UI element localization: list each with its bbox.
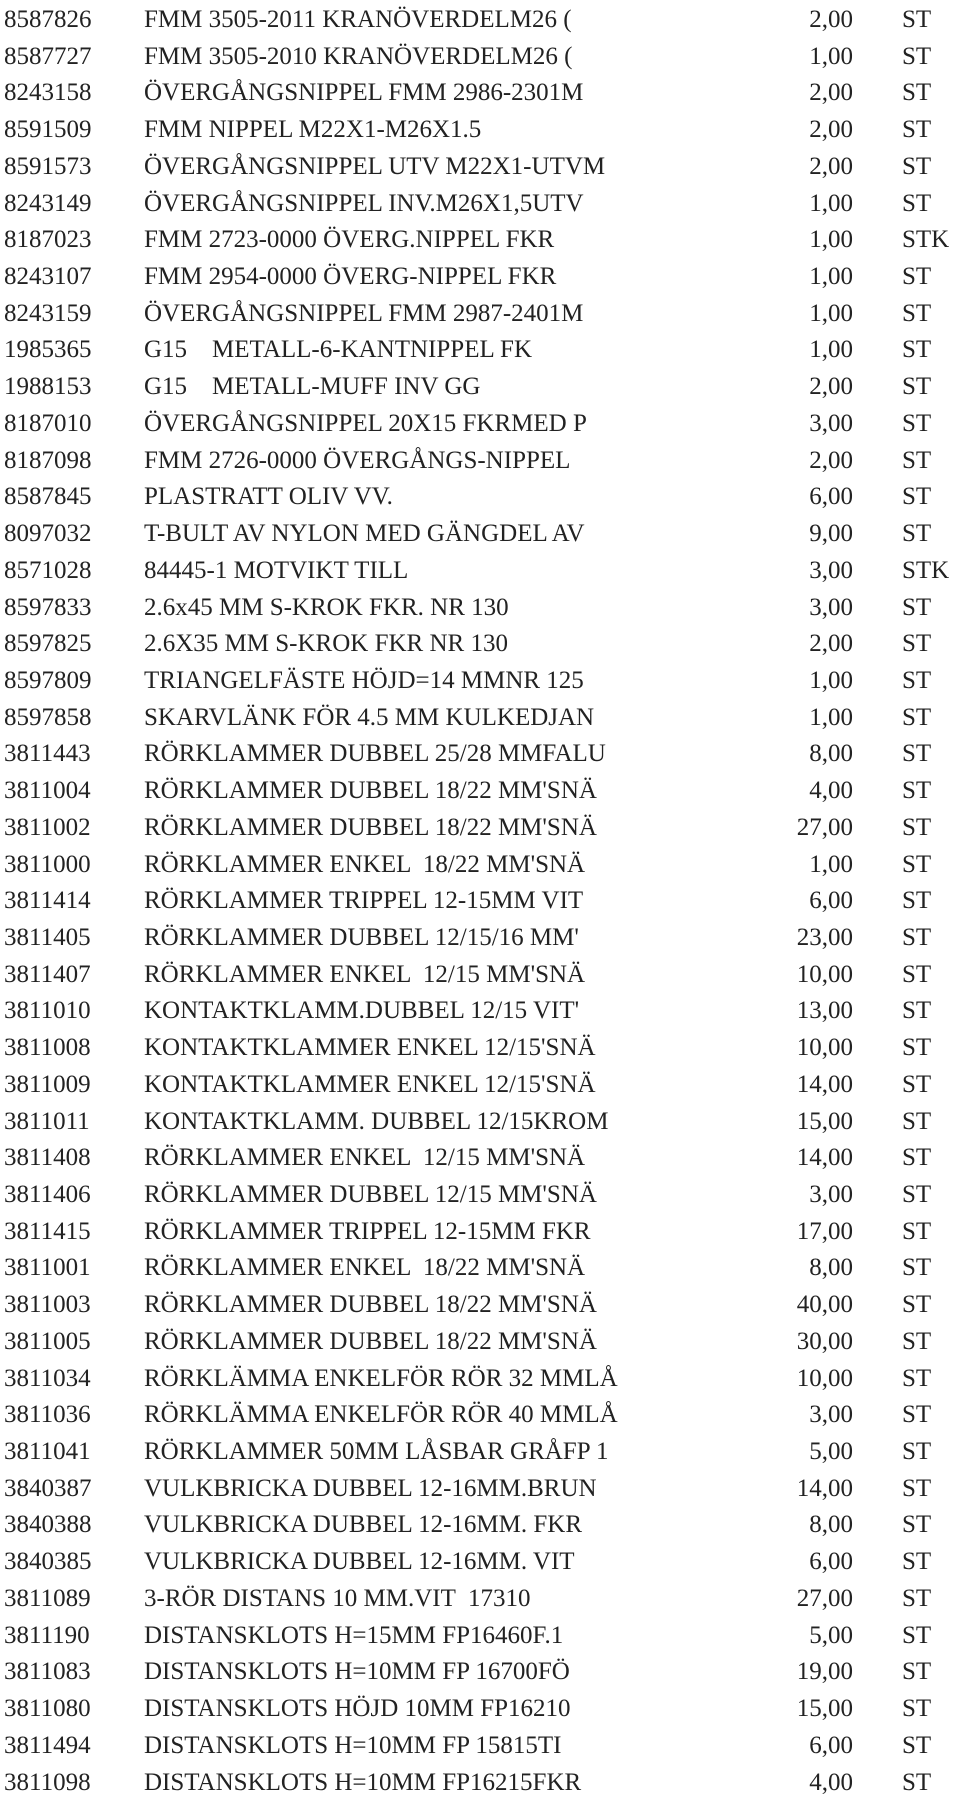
list-item: [0, 1652, 960, 1689]
item-unit: ST: [902, 1768, 931, 1798]
item-unit: ST: [902, 189, 931, 219]
list-item: [0, 147, 960, 184]
list-item: [0, 734, 960, 771]
item-unit: ST: [902, 1217, 931, 1247]
item-code: 3840385: [4, 1547, 92, 1577]
item-code: 8587727: [4, 42, 92, 72]
item-unit: ST: [902, 850, 931, 880]
item-unit: ST: [902, 409, 931, 439]
list-item: [0, 73, 960, 110]
item-description: FMM NIPPEL M22X1-M26X1.5: [144, 115, 481, 145]
item-unit: ST: [902, 776, 931, 806]
item-description: T-BULT AV NYLON MED GÄNGDEL AV: [144, 519, 585, 549]
item-code: 3811009: [4, 1070, 91, 1100]
item-code: 3811089: [4, 1584, 91, 1614]
item-quantity: 30,00: [797, 1327, 853, 1357]
list-item: [0, 1505, 960, 1542]
item-unit: ST: [902, 519, 931, 549]
item-quantity: 3,00: [809, 556, 853, 586]
item-unit: STK: [902, 225, 949, 255]
item-unit: ST: [902, 1107, 931, 1137]
list-item: [0, 881, 960, 918]
item-quantity: 2,00: [809, 446, 853, 476]
item-quantity: 8,00: [809, 1253, 853, 1283]
item-code: 3811011: [4, 1107, 90, 1137]
item-code: 8243107: [4, 262, 92, 292]
item-code: 3811008: [4, 1033, 91, 1063]
item-description: RÖRKLAMMER DUBBEL 12/15 MM'SNÄ: [144, 1180, 597, 1210]
list-item: [0, 184, 960, 221]
item-description: RÖRKLAMMER 50MM LÅSBAR GRÅFP 1: [144, 1437, 608, 1467]
list-item: [0, 551, 960, 588]
item-description: RÖRKLAMMER ENKEL 18/22 MM'SNÄ: [144, 850, 585, 880]
item-code: 8591573: [4, 152, 92, 182]
item-description: 2.6x45 MM S-KROK FKR. NR 130: [144, 593, 509, 623]
item-description: RÖRKLÄMMA ENKELFÖR RÖR 32 MMLÅ: [144, 1364, 618, 1394]
item-quantity: 10,00: [797, 960, 853, 990]
item-quantity: 9,00: [809, 519, 853, 549]
list-item: [0, 110, 960, 147]
item-code: 3811408: [4, 1143, 91, 1173]
item-quantity: 3,00: [809, 409, 853, 439]
item-description: DISTANSKLOTS HÖJD 10MM FP16210: [144, 1694, 571, 1724]
item-code: 3840387: [4, 1474, 92, 1504]
item-code: 3811415: [4, 1217, 91, 1247]
item-code: 3811083: [4, 1657, 91, 1687]
item-code: 3811405: [4, 923, 91, 953]
list-item: [0, 1138, 960, 1175]
list-item: [0, 404, 960, 441]
list-item: [0, 1248, 960, 1285]
item-quantity: 1,00: [809, 189, 853, 219]
item-description: RÖRKLAMMER ENKEL 12/15 MM'SNÄ: [144, 960, 585, 990]
list-item: [0, 1395, 960, 1432]
item-description: DISTANSKLOTS H=10MM FP 16700FÖ: [144, 1657, 570, 1687]
item-quantity: 1,00: [809, 42, 853, 72]
item-code: 3811001: [4, 1253, 91, 1283]
list-item: [0, 257, 960, 294]
list-item: [0, 294, 960, 331]
list-item: [0, 1322, 960, 1359]
item-code: 3811010: [4, 996, 91, 1026]
item-description: FMM 2723-0000 ÖVERG.NIPPEL FKR: [144, 225, 554, 255]
item-quantity: 1,00: [809, 666, 853, 696]
item-unit: ST: [902, 482, 931, 512]
item-description: VULKBRICKA DUBBEL 12-16MM. FKR: [144, 1510, 582, 1540]
item-code: 8187023: [4, 225, 92, 255]
item-description: RÖRKLAMMER DUBBEL 25/28 MMFALU: [144, 739, 606, 769]
list-item: [0, 771, 960, 808]
list-item: [0, 808, 960, 845]
list-item: [0, 661, 960, 698]
item-quantity: 23,00: [797, 923, 853, 953]
item-unit: ST: [902, 960, 931, 990]
item-quantity: 1,00: [809, 335, 853, 365]
item-unit: ST: [902, 262, 931, 292]
item-code: 8597825: [4, 629, 92, 659]
item-code: 3811041: [4, 1437, 91, 1467]
item-code: 8243158: [4, 78, 92, 108]
item-description: ÖVERGÅNGSNIPPEL FMM 2987-2401M: [144, 299, 583, 329]
list-item: [0, 1726, 960, 1763]
list-item: [0, 918, 960, 955]
item-code: 8187010: [4, 409, 92, 439]
item-code: 3811003: [4, 1290, 91, 1320]
item-unit: ST: [902, 78, 931, 108]
item-unit: ST: [902, 593, 931, 623]
list-item: [0, 845, 960, 882]
item-quantity: 6,00: [809, 1731, 853, 1761]
item-unit: ST: [902, 1694, 931, 1724]
item-quantity: 6,00: [809, 886, 853, 916]
item-code: 8243159: [4, 299, 92, 329]
item-description: DISTANSKLOTS H=15MM FP16460F.1: [144, 1621, 563, 1651]
list-item: [0, 588, 960, 625]
item-quantity: 1,00: [809, 850, 853, 880]
item-code: 3811190: [4, 1621, 90, 1651]
item-quantity: 1,00: [809, 262, 853, 292]
list-item: [0, 1579, 960, 1616]
item-quantity: 2,00: [809, 629, 853, 659]
item-code: 3840388: [4, 1510, 92, 1540]
item-unit: ST: [902, 42, 931, 72]
item-code: 8097032: [4, 519, 92, 549]
list-item: [0, 1616, 960, 1653]
item-description: SKARVLÄNK FÖR 4.5 MM KULKEDJAN: [144, 703, 594, 733]
item-quantity: 15,00: [797, 1694, 853, 1724]
list-item: [0, 624, 960, 661]
item-code: 3811414: [4, 886, 91, 916]
item-unit: ST: [902, 996, 931, 1026]
item-quantity: 17,00: [797, 1217, 853, 1247]
item-unit: ST: [902, 1364, 931, 1394]
item-description: RÖRKLAMMER DUBBEL 18/22 MM'SNÄ: [144, 1290, 597, 1320]
item-unit: ST: [902, 1621, 931, 1651]
item-code: 8597858: [4, 703, 92, 733]
list-item: [0, 991, 960, 1028]
item-unit: ST: [902, 1253, 931, 1283]
item-code: 3811443: [4, 739, 91, 769]
item-description: KONTAKTKLAMMER ENKEL 12/15'SNÄ: [144, 1070, 596, 1100]
item-description: VULKBRICKA DUBBEL 12-16MM. VIT: [144, 1547, 575, 1577]
item-description: G15 METALL-6-KANTNIPPEL FK: [144, 335, 532, 365]
item-code: 3811407: [4, 960, 91, 990]
item-quantity: 8,00: [809, 739, 853, 769]
item-description: ÖVERGÅNGSNIPPEL 20X15 FKRMED P: [144, 409, 587, 439]
item-unit: ST: [902, 1474, 931, 1504]
item-quantity: 3,00: [809, 593, 853, 623]
item-description: ÖVERGÅNGSNIPPEL INV.M26X1,5UTV: [144, 189, 584, 219]
list-item: [0, 330, 960, 367]
item-description: DISTANSKLOTS H=10MM FP16215FKR: [144, 1768, 581, 1798]
item-description: RÖRKLAMMER TRIPPEL 12-15MM VIT: [144, 886, 583, 916]
list-item: [0, 1175, 960, 1212]
item-quantity: 1,00: [809, 225, 853, 255]
list-item: [0, 1028, 960, 1065]
item-unit: ST: [902, 335, 931, 365]
item-code: 3811494: [4, 1731, 91, 1761]
item-description: DISTANSKLOTS H=10MM FP 15815TI: [144, 1731, 561, 1761]
item-unit: ST: [902, 1437, 931, 1467]
item-quantity: 2,00: [809, 78, 853, 108]
item-code: 8243149: [4, 189, 92, 219]
item-quantity: 5,00: [809, 1437, 853, 1467]
item-unit: ST: [902, 703, 931, 733]
list-item: [0, 1065, 960, 1102]
item-unit: ST: [902, 446, 931, 476]
list-item: [0, 1432, 960, 1469]
list-item: [0, 955, 960, 992]
item-unit: ST: [902, 1327, 931, 1357]
item-description: 84445-1 MOTVIKT TILL: [144, 556, 408, 586]
item-quantity: 27,00: [797, 813, 853, 843]
item-unit: ST: [902, 813, 931, 843]
item-description: KONTAKTKLAMM. DUBBEL 12/15KROM: [144, 1107, 608, 1137]
item-unit: ST: [902, 152, 931, 182]
item-description: FMM 3505-2011 KRANÖVERDELM26 (: [144, 5, 572, 35]
list-item: [0, 477, 960, 514]
item-description: RÖRKLAMMER DUBBEL 18/22 MM'SNÄ: [144, 813, 597, 843]
item-unit: ST: [902, 1033, 931, 1063]
item-quantity: 14,00: [797, 1070, 853, 1100]
list-item: [0, 37, 960, 74]
list-item: [0, 441, 960, 478]
item-unit: ST: [902, 1070, 931, 1100]
list-item: [0, 367, 960, 404]
item-description: 2.6X35 MM S-KROK FKR NR 130: [144, 629, 508, 659]
item-unit: ST: [902, 739, 931, 769]
item-quantity: 6,00: [809, 482, 853, 512]
item-quantity: 3,00: [809, 1400, 853, 1430]
item-quantity: 2,00: [809, 5, 853, 35]
item-unit: ST: [902, 1290, 931, 1320]
item-quantity: 14,00: [797, 1143, 853, 1173]
item-unit: ST: [902, 1143, 931, 1173]
list-item: [0, 698, 960, 735]
item-quantity: 13,00: [797, 996, 853, 1026]
item-quantity: 10,00: [797, 1364, 853, 1394]
item-description: FMM 3505-2010 KRANÖVERDELM26 (: [144, 42, 572, 72]
item-code: 8571028: [4, 556, 92, 586]
item-description: G15 METALL-MUFF INV GG: [144, 372, 480, 402]
item-description: FMM 2726-0000 ÖVERGÅNGS-NIPPEL: [144, 446, 570, 476]
item-quantity: 27,00: [797, 1584, 853, 1614]
item-unit: ST: [902, 1584, 931, 1614]
item-unit: ST: [902, 923, 931, 953]
item-code: 3811004: [4, 776, 91, 806]
item-description: FMM 2954-0000 ÖVERG-NIPPEL FKR: [144, 262, 556, 292]
item-unit: ST: [902, 1400, 931, 1430]
item-code: 8187098: [4, 446, 92, 476]
item-description: RÖRKLAMMER DUBBEL 18/22 MM'SNÄ: [144, 776, 597, 806]
item-code: 8587826: [4, 5, 92, 35]
list-item: [0, 1469, 960, 1506]
item-code: 3811005: [4, 1327, 91, 1357]
list-item: [0, 1212, 960, 1249]
item-quantity: 10,00: [797, 1033, 853, 1063]
item-description: RÖRKLAMMER ENKEL 18/22 MM'SNÄ: [144, 1253, 585, 1283]
item-quantity: 2,00: [809, 115, 853, 145]
item-code: 3811098: [4, 1768, 91, 1798]
item-unit: ST: [902, 1731, 931, 1761]
item-unit: ST: [902, 886, 931, 916]
item-unit: ST: [902, 299, 931, 329]
item-unit: ST: [902, 1657, 931, 1687]
item-description: KONTAKTKLAMM.DUBBEL 12/15 VIT': [144, 996, 579, 1026]
item-quantity: 1,00: [809, 703, 853, 733]
item-description: KONTAKTKLAMMER ENKEL 12/15'SNÄ: [144, 1033, 596, 1063]
item-code: 8591509: [4, 115, 92, 145]
item-code: 1985365: [4, 335, 92, 365]
item-unit: ST: [902, 5, 931, 35]
item-description: RÖRKLAMMER DUBBEL 12/15/16 MM': [144, 923, 579, 953]
item-description: RÖRKLÄMMA ENKELFÖR RÖR 40 MMLÅ: [144, 1400, 618, 1430]
item-description: VULKBRICKA DUBBEL 12-16MM.BRUN: [144, 1474, 597, 1504]
item-description: ÖVERGÅNGSNIPPEL UTV M22X1-UTVM: [144, 152, 605, 182]
item-quantity: 14,00: [797, 1474, 853, 1504]
item-code: 8597833: [4, 593, 92, 623]
list-item: [0, 0, 960, 37]
item-code: 8587845: [4, 482, 92, 512]
list-item: [0, 514, 960, 551]
item-unit: ST: [902, 115, 931, 145]
item-code: 3811406: [4, 1180, 91, 1210]
item-quantity: 4,00: [809, 1768, 853, 1798]
list-item: [0, 1689, 960, 1726]
item-quantity: 5,00: [809, 1621, 853, 1651]
item-description: ÖVERGÅNGSNIPPEL FMM 2986-2301M: [144, 78, 583, 108]
list-item: [0, 1102, 960, 1139]
item-unit: ST: [902, 629, 931, 659]
item-quantity: 15,00: [797, 1107, 853, 1137]
item-quantity: 2,00: [809, 372, 853, 402]
list-item: [0, 1763, 960, 1799]
item-description: 3-RÖR DISTANS 10 MM.VIT 17310: [144, 1584, 530, 1614]
item-description: RÖRKLAMMER DUBBEL 18/22 MM'SNÄ: [144, 1327, 597, 1357]
list-item: [0, 220, 960, 257]
item-code: 1988153: [4, 372, 92, 402]
item-unit: ST: [902, 1180, 931, 1210]
item-quantity: 40,00: [797, 1290, 853, 1320]
item-unit: ST: [902, 372, 931, 402]
item-description: TRIANGELFÄSTE HÖJD=14 MMNR 125: [144, 666, 584, 696]
item-description: RÖRKLAMMER ENKEL 12/15 MM'SNÄ: [144, 1143, 585, 1173]
list-item: [0, 1359, 960, 1396]
item-quantity: 3,00: [809, 1180, 853, 1210]
list-item: [0, 1285, 960, 1322]
item-code: 3811034: [4, 1364, 91, 1394]
item-code: 3811000: [4, 850, 91, 880]
item-description: PLASTRATT OLIV VV.: [144, 482, 393, 512]
item-code: 3811002: [4, 813, 91, 843]
item-quantity: 2,00: [809, 152, 853, 182]
item-code: 8597809: [4, 666, 92, 696]
item-quantity: 8,00: [809, 1510, 853, 1540]
item-unit: ST: [902, 666, 931, 696]
item-description: RÖRKLAMMER TRIPPEL 12-15MM FKR: [144, 1217, 591, 1247]
item-code: 3811036: [4, 1400, 91, 1430]
item-quantity: 19,00: [797, 1657, 853, 1687]
item-unit: ST: [902, 1547, 931, 1577]
item-quantity: 6,00: [809, 1547, 853, 1577]
item-quantity: 4,00: [809, 776, 853, 806]
item-quantity: 1,00: [809, 299, 853, 329]
list-item: [0, 1542, 960, 1579]
item-unit: STK: [902, 556, 949, 586]
item-code: 3811080: [4, 1694, 91, 1724]
item-unit: ST: [902, 1510, 931, 1540]
